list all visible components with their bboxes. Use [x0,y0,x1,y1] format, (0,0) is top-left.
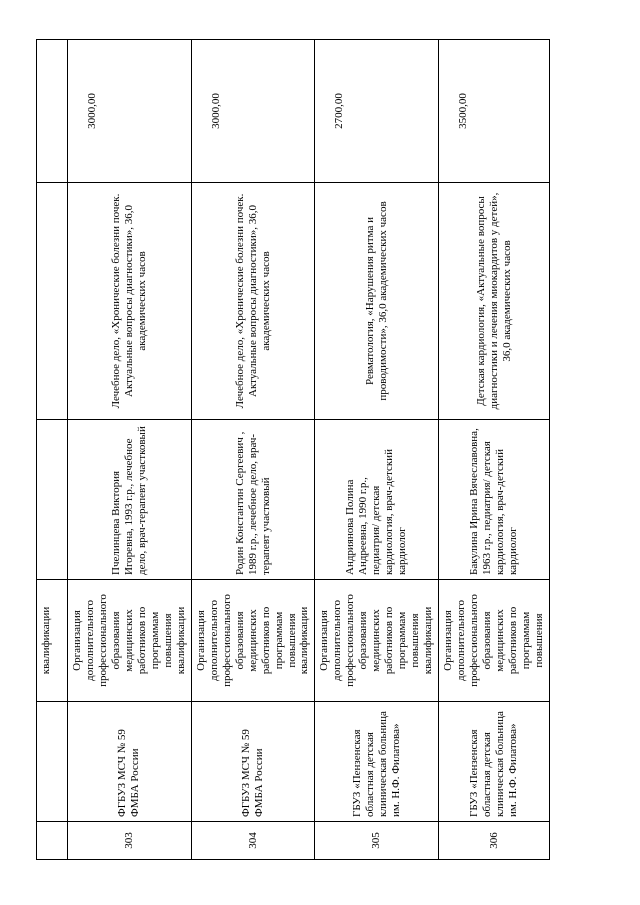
price-cell: 2700,00 [315,40,439,183]
table-row [439,40,550,860]
cell-type-tail: квалификации [37,580,68,702]
rotated-page [36,40,550,860]
row-number: 303 [68,822,192,860]
service-type-cell: Организация дополнительного профессионального образования медицинских работников по программам повышения квалификации [315,580,439,702]
table-row [315,40,439,860]
price-cell: 3500,00 [439,40,550,183]
course-cell: Ревматология, «Нарушения ритма и проводимости», 36,0 академических часов [315,183,439,420]
person-cell: Андриянова Полина Андреевна, 1990 г.р., педиатрия/ детская кардиология, врач-детский кардиолог [315,420,439,580]
person-cell: Бакулина Ирина Вячеславовна, 1963 г.р., педиатрия/ детская кардиология, врач-детский кардиолог [439,420,550,580]
service-type-cell: Организация дополнительного профессионального образования медицинских работников по программам повышения квалификации [68,580,192,702]
price-cell: 3000,00 [68,40,192,183]
table-row-header-tail [37,40,68,860]
services-table [36,39,550,860]
course-cell: Лечебное дело, «Хронические болезни почек. Актуальные вопросы диагностики», 36,0 академических часов [68,183,192,420]
service-type-cell: Организация дополнительного профессионального образования медицинских работников по программам повышения квалификации [191,580,315,702]
organization-cell: ФГБУЗ МСЧ № 59 ФМБА России [68,702,192,822]
cell-empty [37,420,68,580]
course-cell: Лечебное дело, «Хронические болезни почек. Актуальные вопросы диагностики», 36,0 академических часов [191,183,315,420]
table-row [68,40,192,860]
organization-cell: ФГБУЗ МСЧ № 59 ФМБА России [191,702,315,822]
person-cell: Пчелинцева Виктория Игоревна, 1993 г.р., лечебное дело, врач-терапевт участковый [68,420,192,580]
service-type-cell: Организация дополнительного профессионального образования медицинских работников по программам повышения [439,580,550,702]
course-cell: Детская кардиология, «Актуальные вопросы диагностики и лечения миокардитов у детей», 36,0 академических часов [439,183,550,420]
price-cell: 3000,00 [191,40,315,183]
row-number: 304 [191,822,315,860]
row-number: 306 [439,822,550,860]
organization-cell: ГБУЗ «Пензенская областная детская клиническая больница им. Н.Ф. Филатова» [439,702,550,822]
cell-empty [37,40,68,183]
table-row [191,40,315,860]
cell-empty [37,183,68,420]
organization-cell: ГБУЗ «Пензенская областная детская клиническая больница им. Н.Ф. Филатова» [315,702,439,822]
cell-empty [37,822,68,860]
cell-empty [37,702,68,822]
row-number: 305 [315,822,439,860]
person-cell: Родин Константин Сергеевич , 1989 г.р., лечебное дело, врач-терапевт участковый [191,420,315,580]
